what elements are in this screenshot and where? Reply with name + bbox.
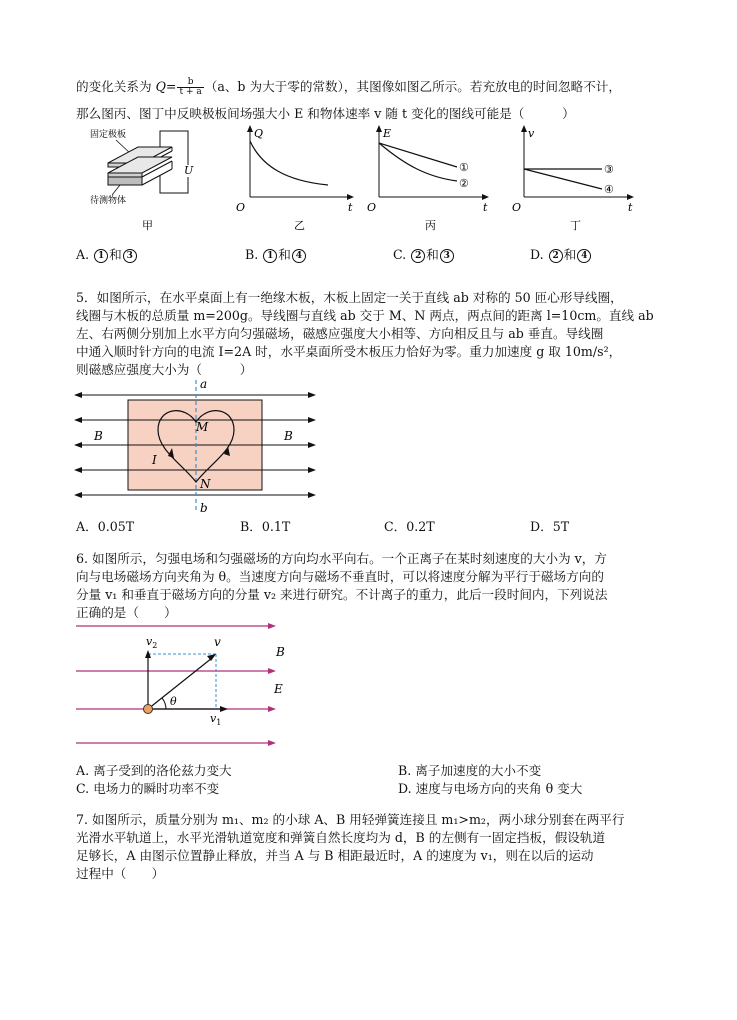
origin-label: O: [236, 201, 246, 214]
label-v2: $v_2$: [146, 635, 158, 650]
figure-jia: [80, 125, 210, 235]
q6-line-2: 向与电场磁场方向夹角为 θ。当速度方向与磁场不垂直时，可以将速度分解为平行于磁场方向的: [76, 569, 604, 584]
q4-formula-denominator: t + a: [179, 87, 202, 97]
vector-v: [148, 658, 212, 709]
curve-1-label: ①: [459, 161, 469, 174]
label-b: b: [200, 501, 208, 515]
q5-option-d[interactable]: D．5T: [530, 519, 570, 534]
q5-line-1: 5．如图所示，在水平桌面上有一绝缘木板，木板上固定一关于直线 ab 对称的 50 匝心形导线圈，: [76, 290, 623, 305]
figure-yi: [232, 125, 357, 235]
caption-bing: 丙: [425, 219, 436, 232]
q5-line-2: 线圈与木板的总质量 m=200g。导线圈与直线 ab 交于 M、N 两点，两点间的距离 l=10cm。直线 ab: [76, 308, 654, 323]
q6-option-d[interactable]: D. 速度与电场方向的夹角 θ 变大: [398, 781, 583, 796]
q4-option-d[interactable]: D. 2 和 4: [530, 244, 592, 263]
label-E: E: [274, 682, 283, 696]
circled-number: 2: [549, 249, 563, 263]
label-B-right: B: [284, 429, 293, 443]
curve-2-label: ②: [459, 177, 469, 190]
label-N: N: [200, 477, 211, 491]
q4-formula-fraction: [177, 78, 203, 97]
circled-number: 3: [123, 249, 137, 263]
circled-number: 4: [292, 249, 306, 263]
q4-formula-numerator: b: [177, 78, 203, 88]
figure-q6-velocity: [72, 618, 302, 748]
q4-option-c[interactable]: C. 2 和 3: [393, 244, 455, 263]
q4-option-b[interactable]: B. 1 和 4: [245, 244, 307, 263]
q-curve: [250, 141, 328, 185]
label-a: a: [200, 377, 208, 391]
circuit-wire-bottom: [160, 175, 188, 193]
q7-line-4: 过程中（ ）: [76, 866, 165, 881]
object-block: [108, 177, 142, 185]
axis-y-label: Q: [254, 127, 264, 140]
field-lines: [76, 626, 270, 743]
axis-x-label: t: [348, 201, 353, 214]
label-theta: θ: [170, 695, 177, 708]
circled-number: 1: [263, 249, 277, 263]
q4-line-1: [76, 78, 621, 97]
line-3-label: ③: [604, 163, 614, 176]
label-B-left: B: [94, 429, 103, 443]
circled-number: 3: [440, 249, 454, 263]
label-v: v: [214, 635, 221, 649]
ion-particle: [144, 705, 153, 714]
label-B: B: [276, 645, 285, 659]
q7-line-3: 足够长，A 由图示位置静止释放，并当 A 与 B 相距最近时，A 的速度为 v₁，则在以后的运动: [76, 848, 594, 863]
label-v1: $v_1$: [210, 712, 222, 727]
circled-number: 1: [94, 249, 108, 263]
caption-jia: 甲: [142, 219, 153, 232]
figure-ding: [510, 125, 640, 235]
circled-number: 2: [411, 249, 425, 263]
q4-line-2: 那么图丙、图丁中反映极板间场强大小 E 和物体速率 v 随 t 变化的图线可能是（ ）: [76, 106, 575, 121]
label-test-object: 待测物体: [90, 196, 127, 206]
axis-y-label: E: [383, 127, 392, 140]
label-fixed-plate: 固定极板: [90, 130, 127, 140]
q6-line-1: 6. 如图所示，匀强电场和匀强磁场的方向均水平向右。一个正离子在某时刻速度的大小为 v，方: [76, 551, 607, 566]
figure-q5-heart-coil: [72, 376, 324, 516]
q4-formula-lhs: Q=: [155, 79, 177, 94]
q5-line-3: 左、右两侧分别加上水平方向匀强磁场，磁感应强度大小相等、方向相反且与 ab 垂直。导线圈: [76, 326, 604, 341]
q4-option-a[interactable]: A. 1 和 3: [76, 244, 138, 263]
curve-2: [379, 143, 457, 181]
q6-line-3: 分量 v₁ 和垂直于磁场方向的分量 v₂ 来进行研究。不计离子的重力，此后一段时间内，下列说法: [76, 587, 608, 602]
figure-bing: [365, 125, 495, 235]
q5-option-c[interactable]: C．0.2T: [384, 519, 435, 534]
axis-y-label: v: [528, 127, 535, 140]
circled-number: 4: [577, 249, 591, 263]
q4-line1-suffix: （a、b 为大于零的常数），其图像如图乙所示。若充放电的时间忽略不计，: [204, 79, 621, 94]
caption-yi: 乙: [294, 219, 305, 232]
q6-option-b[interactable]: B. 离子加速度的大小不变: [398, 763, 542, 778]
axis-x-label: t: [628, 201, 633, 214]
q4-line1-prefix: 的变化关系为: [76, 79, 156, 94]
q6-option-a[interactable]: A. 离子受到的洛伦兹力变大: [76, 763, 232, 778]
q5-line-4: 中通入顺时针方向的电流 I=2A 时，水平桌面所受木板压力恰好为零。重力加速度 g 取 10m/s²，: [76, 344, 622, 359]
line-4: [524, 169, 602, 189]
q6-line-4: 正确的是（ ）: [76, 605, 177, 620]
q5-option-a[interactable]: A．0.05T: [76, 519, 135, 534]
label-U: U: [184, 164, 194, 177]
q5-option-b[interactable]: B．0.1T: [240, 519, 291, 534]
q7-line-1: 7. 如图所示，质量分别为 m₁、m₂ 的小球 A、B 用轻弹簧连接且 m₁>m₂，两小球分别套在两平行: [76, 812, 625, 827]
origin-label: O: [367, 201, 377, 214]
label-M: M: [196, 420, 209, 434]
origin-label: O: [512, 201, 522, 214]
line-4-label: ④: [604, 183, 614, 196]
q7-line-2: 光滑水平轨道上，水平光滑轨道宽度和弹簧自然长度均为 d，B 的左侧有一固定挡板，假设轨道: [76, 830, 606, 845]
axis-x-label: t: [483, 201, 488, 214]
caption-ding: 丁: [570, 219, 581, 232]
q5-line-5: 则磁感应强度大小为（ ）: [76, 362, 253, 377]
label-I: I: [152, 453, 157, 467]
q6-option-c[interactable]: C. 电场力的瞬时功率不变: [76, 781, 220, 796]
curve-1: [379, 143, 457, 167]
